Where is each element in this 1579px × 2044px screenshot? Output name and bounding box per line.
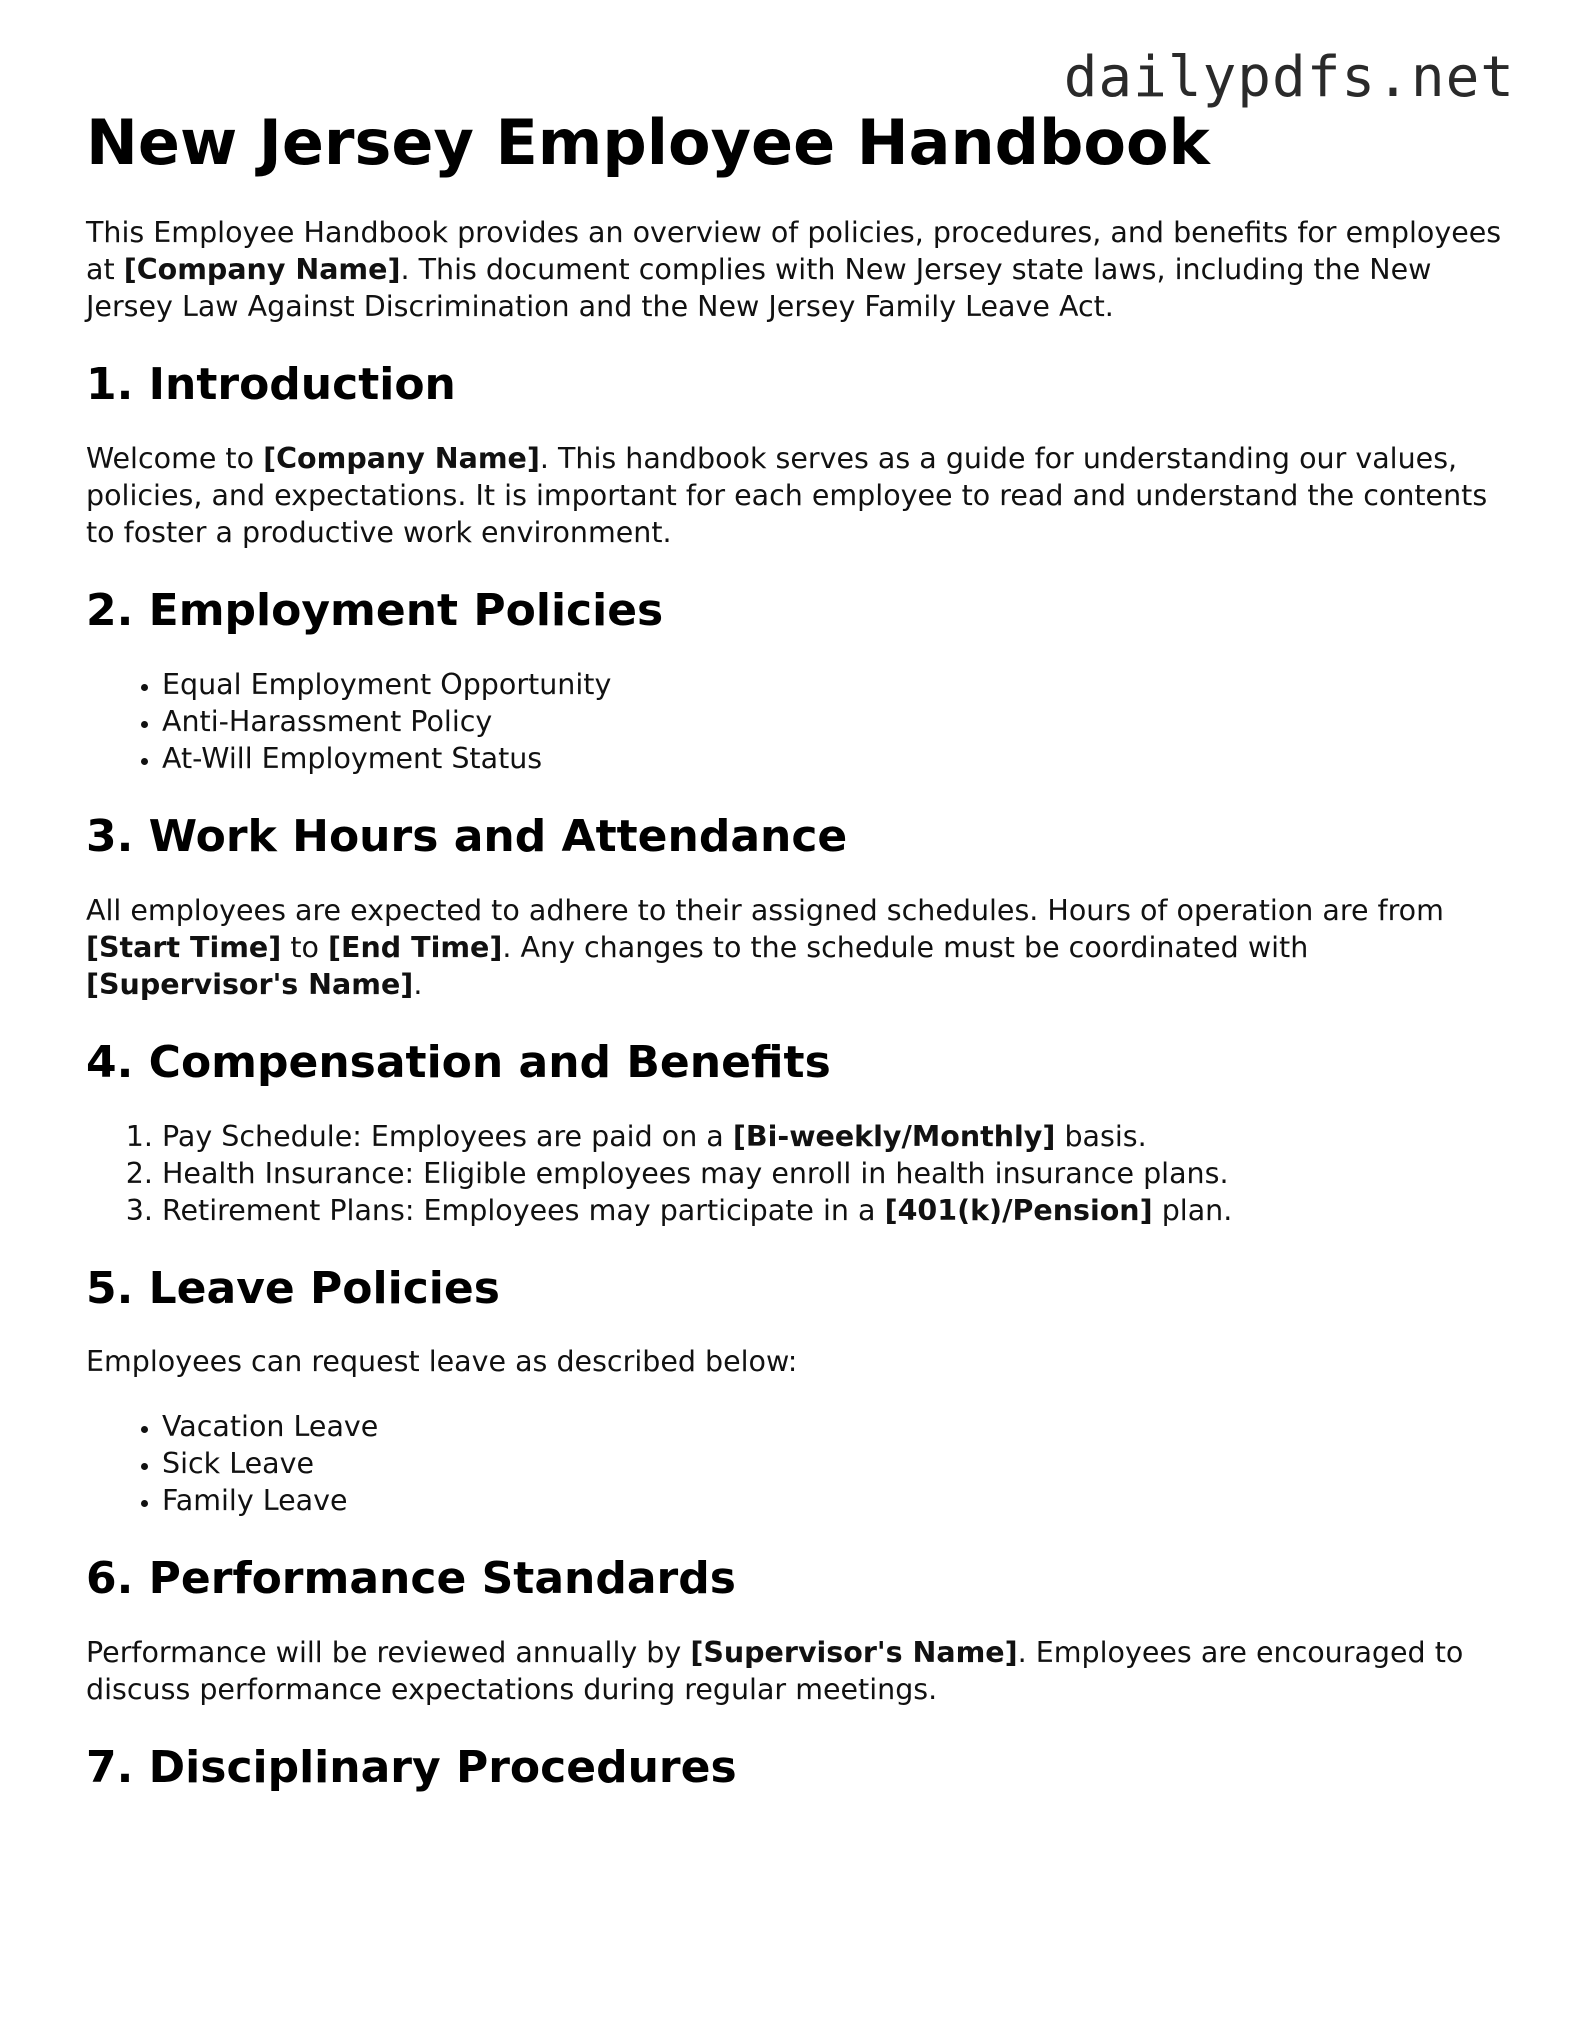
leave-policies-paragraph: Employees can request leave as described below:	[86, 1345, 798, 1379]
company-name-placeholder: [Company Name]	[263, 442, 540, 476]
section-heading-work-hours: 3. Work Hours and Attendance	[86, 810, 848, 862]
list-item: • At-Will Employment Status	[162, 740, 1506, 777]
employment-policies-list	[86, 666, 1506, 777]
supervisor-name-placeholder: [Supervisor's Name]	[690, 1636, 1018, 1670]
section-heading-leave-policies: 5. Leave Policies	[86, 1262, 500, 1314]
list-item: • Family Leave	[162, 1482, 1506, 1519]
introduction-paragraph: Welcome to [Company Name]. This handbook serves as a guide for understanding our values, policies, and expectations. It is important for each employee to read and understand the contents to foster a productive work environment.	[86, 442, 1488, 550]
section-heading-performance: 6. Performance Standards	[86, 1553, 736, 1605]
supervisor-name-placeholder: [Supervisor's Name]	[86, 967, 414, 1001]
list-item: • Sick Leave	[162, 1445, 1506, 1482]
performance-paragraph: Performance will be reviewed annually by [Supervisor's Name]. Employees are encouraged to discuss performance expectations during regular meetings.	[86, 1636, 1464, 1707]
list-item: • Equal Employment Opportunity	[162, 666, 1506, 703]
list-item: 1. Pay Schedule: Employees are paid on a [Bi-weekly/Monthly] basis.	[162, 1118, 1506, 1155]
section-heading-employment-policies: 2. Employment Policies	[86, 585, 664, 637]
leave-policies-list	[86, 1408, 1506, 1519]
section-heading-disciplinary: 7. Disciplinary Procedures	[86, 1742, 737, 1794]
end-time-placeholder: [End Time]	[328, 930, 503, 964]
retirement-plan-placeholder: [401(k)/Pension]	[884, 1193, 1153, 1227]
compensation-list	[86, 1118, 1506, 1229]
section-heading-compensation: 4. Compensation and Benefits	[86, 1036, 831, 1088]
list-item: • Anti-Harassment Policy	[162, 703, 1506, 740]
company-name-placeholder: [Company Name]	[123, 253, 401, 287]
watermark: dailypdfs.net	[1063, 45, 1515, 110]
list-item: • Vacation Leave	[162, 1408, 1506, 1445]
start-time-placeholder: [Start Time]	[86, 930, 282, 964]
list-item: 3. Retirement Plans: Employees may participate in a [401(k)/Pension] plan.	[162, 1192, 1506, 1229]
work-hours-paragraph: All employees are expected to adhere to their assigned schedules. Hours of operation are from [Start Time] to [End Time]. Any changes to the schedule must be coordinated with [Supervisor's Name].	[86, 893, 1444, 1001]
pay-frequency-placeholder: [Bi-weekly/Monthly]	[732, 1119, 1056, 1153]
document-page	[86, 106, 1506, 1823]
page-title: New Jersey Employee Handbook	[86, 106, 1210, 179]
section-heading-introduction: 1. Introduction	[86, 359, 456, 411]
list-item: 2. Health Insurance: Eligible employees may enroll in health insurance plans.	[162, 1155, 1506, 1192]
intro-paragraph: This Employee Handbook provides an overview of policies, procedures, and benefits for employees at [Company Name]. This document complies with New Jersey state laws, including the New Jersey Law Against Discrimination and the New Jersey Family Leave Act.	[86, 216, 1502, 324]
